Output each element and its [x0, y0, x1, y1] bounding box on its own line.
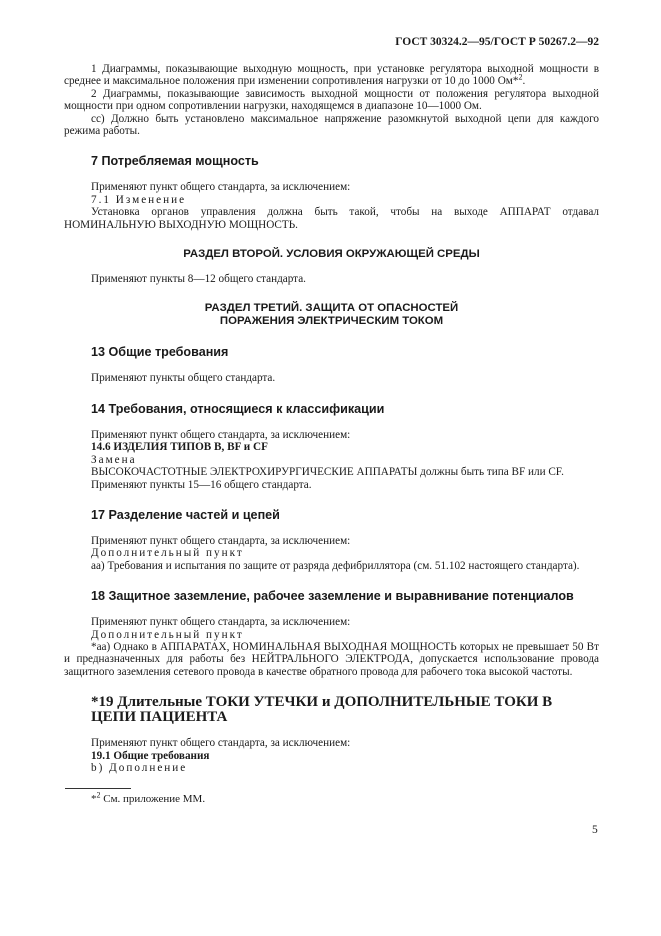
- footnote: *$^2$ См. приложение ММ.: [91, 790, 206, 806]
- s19-paragraph-3: b) Дополнение: [91, 761, 188, 774]
- section-17-title: 17 Разделение частей и цепей: [91, 507, 280, 522]
- section-14-title: 14 Требования, относящиеся к классификации: [91, 401, 385, 416]
- s7-paragraph-1: Применяют пункт общего стандарта, за исключением:: [91, 181, 351, 194]
- footnote-ref: 2: [518, 72, 523, 82]
- document-header: ГОСТ 30324.2—95/ГОСТ Р 50267.2—92: [395, 36, 599, 48]
- section-7-title: 7 Потребляемая мощность: [91, 154, 259, 169]
- part-2-title: РАЗДЕЛ ВТОРОЙ. УСЛОВИЯ ОКРУЖАЮЩЕЙ СРЕДЫ: [183, 248, 480, 261]
- s17-paragraph-3: aa) Требования и испытания по защите от разряда дефибриллятора (см. 51.102 настоящего стандарта).: [91, 559, 580, 572]
- s19-subsection-title: 19.1 Общие требования: [91, 749, 210, 762]
- part-3-title-line-1: РАЗДЕЛ ТРЕТИЙ. ЗАЩИТА ОТ ОПАСНОСТЕЙ: [204, 302, 459, 315]
- s17-paragraph-2: Дополнительный пункт: [91, 547, 244, 560]
- part-3-title-line-2: ПОРАЖЕНИЯ ЭЛЕКТРИЧЕСКИМ ТОКОМ: [219, 315, 444, 328]
- s7-paragraph-3: Установка органов управления должна быть такой, чтобы на выходе АППАРАТ отдавал НОМИНАЛЬНУЮ ВЫХОДНУЮ МОЩНОСТЬ.: [64, 206, 599, 231]
- intro-paragraph-3: cc) Должно быть установлено максимальное напряжение разомкнутой выходной цепи для каждого режима работы.: [64, 112, 599, 138]
- s7-paragraph-2: 7.1 Изменение: [91, 193, 187, 206]
- document-page: [64, 36, 599, 806]
- s18-paragraph-2: Дополнительный пункт: [91, 628, 244, 641]
- section-18-title: 18 Защитное заземление, рабочее заземление и выравнивание потенциалов: [91, 589, 574, 604]
- section-19-title: *19 Длительные ТОКИ УТЕЧКИ и ДОПОЛНИТЕЛЬНЫЕ ТОКИ В ЦЕПИ ПАЦИЕНТА: [91, 694, 553, 726]
- s17-paragraph-1: Применяют пункт общего стандарта, за исключением:: [91, 534, 351, 547]
- intro-paragraph-1: 1 Диаграммы, показывающие выходную мощность, при установке регулятора выходной мощности в среднее и максимальное положения при изменении сопротивления нагрузки от 10 до 1000 Ом*$^2$.: [64, 63, 599, 88]
- section-13-title: 13 Общие требования: [91, 345, 229, 360]
- s14-paragraph-4: ВЫСОКОЧАСТОТНЫЕ ЭЛЕКТРОХИРУРГИЧЕСКИЕ АППАРАТЫ должны быть типа BF или CF.: [91, 466, 564, 479]
- part2-paragraph-1: Применяют пункты 8—12 общего стандарта.: [91, 273, 306, 286]
- s19-paragraph-1: Применяют пункт общего стандарта, за исключением:: [91, 737, 351, 750]
- s18-paragraph-1: Применяют пункт общего стандарта, за исключением:: [91, 616, 351, 629]
- s18-paragraph-3: *aa) Однако в АППАРАТАХ, НОМИНАЛЬНАЯ ВЫХОДНАЯ МОЩНОСТЬ которых не превышает 50 Вт и предназначенных для работы без НЕЙТРАЛЬНОГО ЭЛЕКТРОДА, допускается использование провода защитного заземления сетевого провода в качестве обратного провода для рабочего тока высокой частоты.: [64, 640, 599, 678]
- s13-paragraph-1: Применяют пункты общего стандарта.: [91, 372, 276, 385]
- page-number: 5: [592, 824, 598, 836]
- s14-paragraph-replacement: Замена: [91, 453, 137, 466]
- s14-paragraph-1: Применяют пункт общего стандарта, за исключением:: [91, 428, 351, 441]
- footnote-divider: [65, 788, 131, 789]
- s14-subsection-title: 14.6 ИЗДЕЛИЯ ТИПОВ B, BF и CF: [91, 441, 268, 454]
- s14-paragraph-5: Применяют пункты 15—16 общего стандарта.: [91, 478, 312, 491]
- intro-paragraph-2: 2 Диаграммы, показывающие зависимость выходной мощности от положения регулятора выходной мощности при одном сопротивлении нагрузки, находящемся в диапазоне 10—1000 Ом.: [64, 87, 599, 113]
